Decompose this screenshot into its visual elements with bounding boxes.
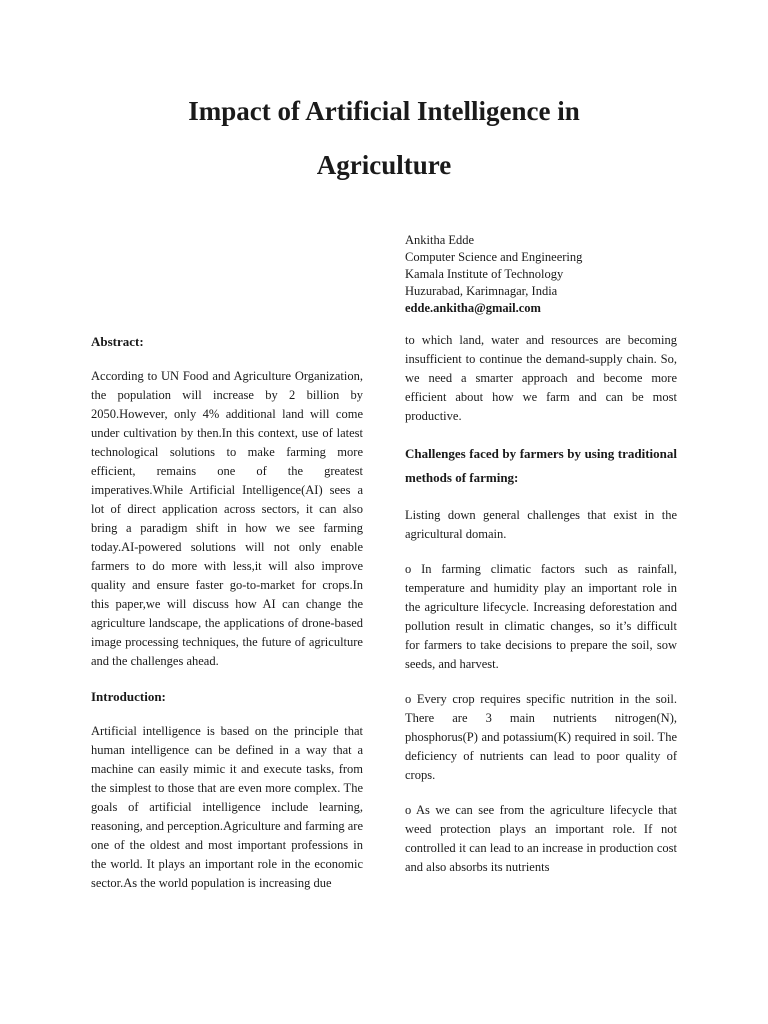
challenges-intro: Listing down general challenges that exist in the agricultural domain. [405, 508, 677, 541]
author-block [405, 232, 582, 317]
right-column [405, 331, 677, 893]
introduction-heading: Introduction: [91, 689, 166, 704]
introduction-continuation: to which land, water and resources are becoming insufficient to continue the demand-supply chain. So, we need a smarter approach and become more efficient about how we farm and can be most productive. [405, 333, 677, 423]
challenges-heading: Challenges faced by farmers by using traditional methods of farming: [405, 446, 677, 485]
author-email: edde.ankitha@gmail.com [405, 301, 541, 315]
left-column [91, 332, 363, 909]
introduction-text: Artificial intelligence is based on the principle that human intelligence can be defined in a way that a machine can easily mimic it and execute tasks, from the simplest to those that are even more complex. The goals of artificial intelligence include learning, reasoning, and perception.Agriculture and farming are one of the oldest and most important professions in the world. It plays an important role in the economic sector.As the world population is increasing due [91, 724, 363, 890]
challenge-point-nutrients: o Every crop requires specific nutrition in the soil. There are 3 main nutrients nitrogen(N), phosphorus(P) and potassium(K) required in soil. The deficiency of nutrients can lead to poor quality of crops. [405, 692, 677, 782]
author-name: Ankitha Edde [405, 233, 475, 247]
author-department: Computer Science and Engineering [405, 250, 583, 264]
paper-title-line-1: Impact of Artificial Intelligence in [188, 96, 580, 126]
abstract-heading: Abstract: [91, 334, 144, 349]
author-institute: Kamala Institute of Technology [405, 267, 564, 281]
challenge-point-weeds: o As we can see from the agriculture lifecycle that weed protection plays an important role. If not controlled it can lead to an increase in production cost and also absorbs its nutrients [405, 803, 677, 874]
abstract-text: According to UN Food and Agriculture Organization, the population will increase by 2 billion by 2050.However, only 4% additional land will come under cultivation by then.In this context, use of latest technological solutions to make farming more efficient, remains one of the greatest imperatives.While Artificial Intelligence(AI) sees a lot of direct application across sectors, it can also bring a paradigm shift in how we see farming today.AI-powered solutions will not only enable farmers to do more with less,it will also improve quality and ensure faster go-to-market for crops.In this paper,we will discuss how AI can change the agriculture landscape, the applications of drone-based image processing techniques, the future of agriculture and the challenges ahead. [91, 369, 363, 668]
challenge-point-climate: o In farming climatic factors such as rainfall, temperature and humidity play an important role in the agriculture lifecycle. Increasing deforestation and pollution result in climatic changes, so it’s difficult for farmers to take decisions to prepare the soil, sow seeds, and harvest. [405, 562, 677, 671]
author-location: Huzurabad, Karimnagar, India [405, 284, 558, 298]
paper-title-line-2: Agriculture [316, 150, 452, 180]
